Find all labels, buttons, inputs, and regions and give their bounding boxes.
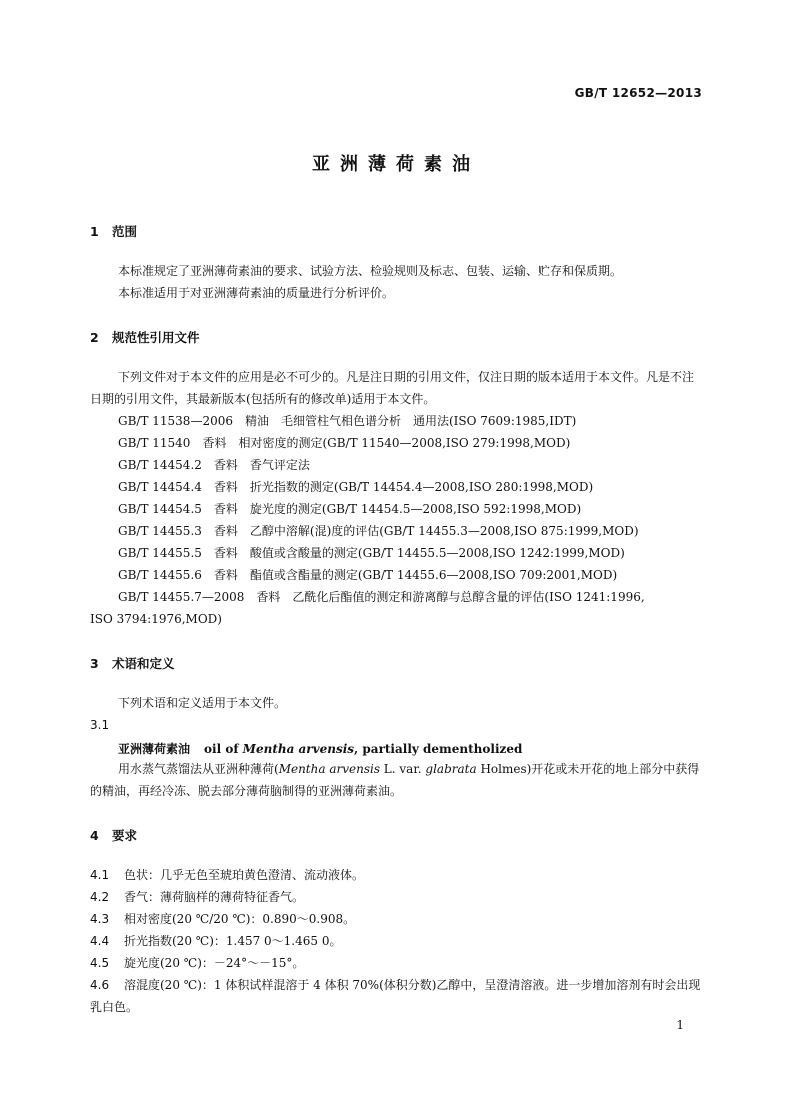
page-number: 1 bbox=[676, 1018, 684, 1032]
reference-item: GB/T 14454.5 香料 旋光度的测定(GB/T 14454.5—2008,ISO 592:1998,MOD) bbox=[118, 502, 582, 516]
reference-item: GB/T 11540 香料 相对密度的测定(GB/T 11540—2008,ISO 279:1998,MOD) bbox=[118, 436, 571, 450]
section-number: 4 bbox=[90, 828, 99, 843]
section-2-heading bbox=[90, 328, 200, 346]
section-title: 要求 bbox=[112, 828, 138, 843]
requirement-item: 4.1 色状：几乎无色至琥珀黄色澄清、流动液体。 bbox=[90, 868, 365, 882]
reference-item: GB/T 11538—2006 精油 毛细管柱气相色谱分析 通用法(ISO 7609:1985,IDT) bbox=[118, 414, 577, 428]
section-title: 范围 bbox=[112, 224, 138, 239]
standard-number: GB/T 12652—2013 bbox=[574, 86, 702, 100]
document-title: 亚洲薄荷素油 bbox=[312, 154, 480, 175]
terms-intro: 下列术语和定义适用于本文件。 bbox=[118, 696, 287, 710]
term-definition: 用水蒸气蒸馏法从亚洲种薄荷(Mentha arvensis L. var. glabrata Holmes)开花或未开花的地上部分中获得的精油，再经冷冻、脱去部分薄荷脑制得的亚洲薄荷素油。 bbox=[90, 762, 700, 798]
scope-paragraph-2: 本标准适用于对亚洲薄荷素油的质量进行分析评价。 bbox=[118, 286, 395, 300]
section-4-heading bbox=[90, 826, 137, 844]
requirement-item: 4.5 旋光度(20 ℃)：－24°～－15°。 bbox=[90, 956, 305, 970]
reference-item: GB/T 14454.4 香料 折光指数的测定(GB/T 14454.4—2008,ISO 280:1998,MOD) bbox=[118, 480, 594, 494]
requirement-item: 4.2 香气：薄荷脑样的薄荷特征香气。 bbox=[90, 890, 305, 904]
section-title: 规范性引用文件 bbox=[112, 330, 200, 345]
reference-item-last-cont: ISO 3794:1976,MOD) bbox=[90, 612, 222, 626]
section-number: 3 bbox=[90, 656, 99, 671]
section-number: 2 bbox=[90, 330, 99, 345]
reference-item: GB/T 14454.2 香料 香气评定法 bbox=[118, 458, 310, 472]
requirement-item: 4.3 相对密度(20 ℃/20 ℃)：0.890～0.908。 bbox=[90, 912, 356, 926]
reference-item: GB/T 14455.6 香料 酯值或含酯量的测定(GB/T 14455.6—2008,ISO 709:2001,MOD) bbox=[118, 568, 618, 582]
term-chinese: 亚洲薄荷素油 bbox=[118, 742, 191, 756]
requirement-item: 4.4 折光指数(20 ℃)：1.457 0～1.465 0。 bbox=[90, 934, 342, 948]
subclause-number: 3.1 bbox=[90, 718, 110, 732]
section-3-heading bbox=[90, 654, 175, 672]
term-english: oil of Mentha arvensis, partially dementholized bbox=[204, 742, 523, 756]
scope-paragraph-1: 本标准规定了亚洲薄荷素油的要求、试验方法、检验规则及标志、包装、运输、贮存和保质期。 bbox=[118, 264, 623, 278]
requirement-item: 4.6 溶混度(20 ℃)：1 体积试样混溶于 4 体积 70%(体积分数)乙醇中，呈澄清溶液。进一步增加溶剂有时会出现乳白色。 bbox=[90, 978, 701, 1014]
references-intro: 下列文件对于本文件的应用是必不可少的。凡是注日期的引用文件，仅注日期的版本适用于本文件。凡是不注日期的引用文件，其最新版本(包括所有的修改单)适用于本文件。 bbox=[90, 370, 695, 406]
section-title: 术语和定义 bbox=[112, 656, 175, 671]
section-number: 1 bbox=[90, 224, 99, 239]
reference-item-last: GB/T 14455.7—2008 香料 乙酰化后酯值的测定和游离醇与总醇含量的评估(ISO 1241:1996, bbox=[118, 590, 645, 604]
reference-item: GB/T 14455.3 香料 乙醇中溶解(混)度的评估(GB/T 14455.3—2008,ISO 875:1999,MOD) bbox=[118, 524, 639, 538]
reference-item: GB/T 14455.5 香料 酸值或含酸量的测定(GB/T 14455.5—2008,ISO 1242:1999,MOD) bbox=[118, 546, 625, 560]
term-entry bbox=[118, 740, 522, 757]
section-1-heading bbox=[90, 222, 137, 240]
